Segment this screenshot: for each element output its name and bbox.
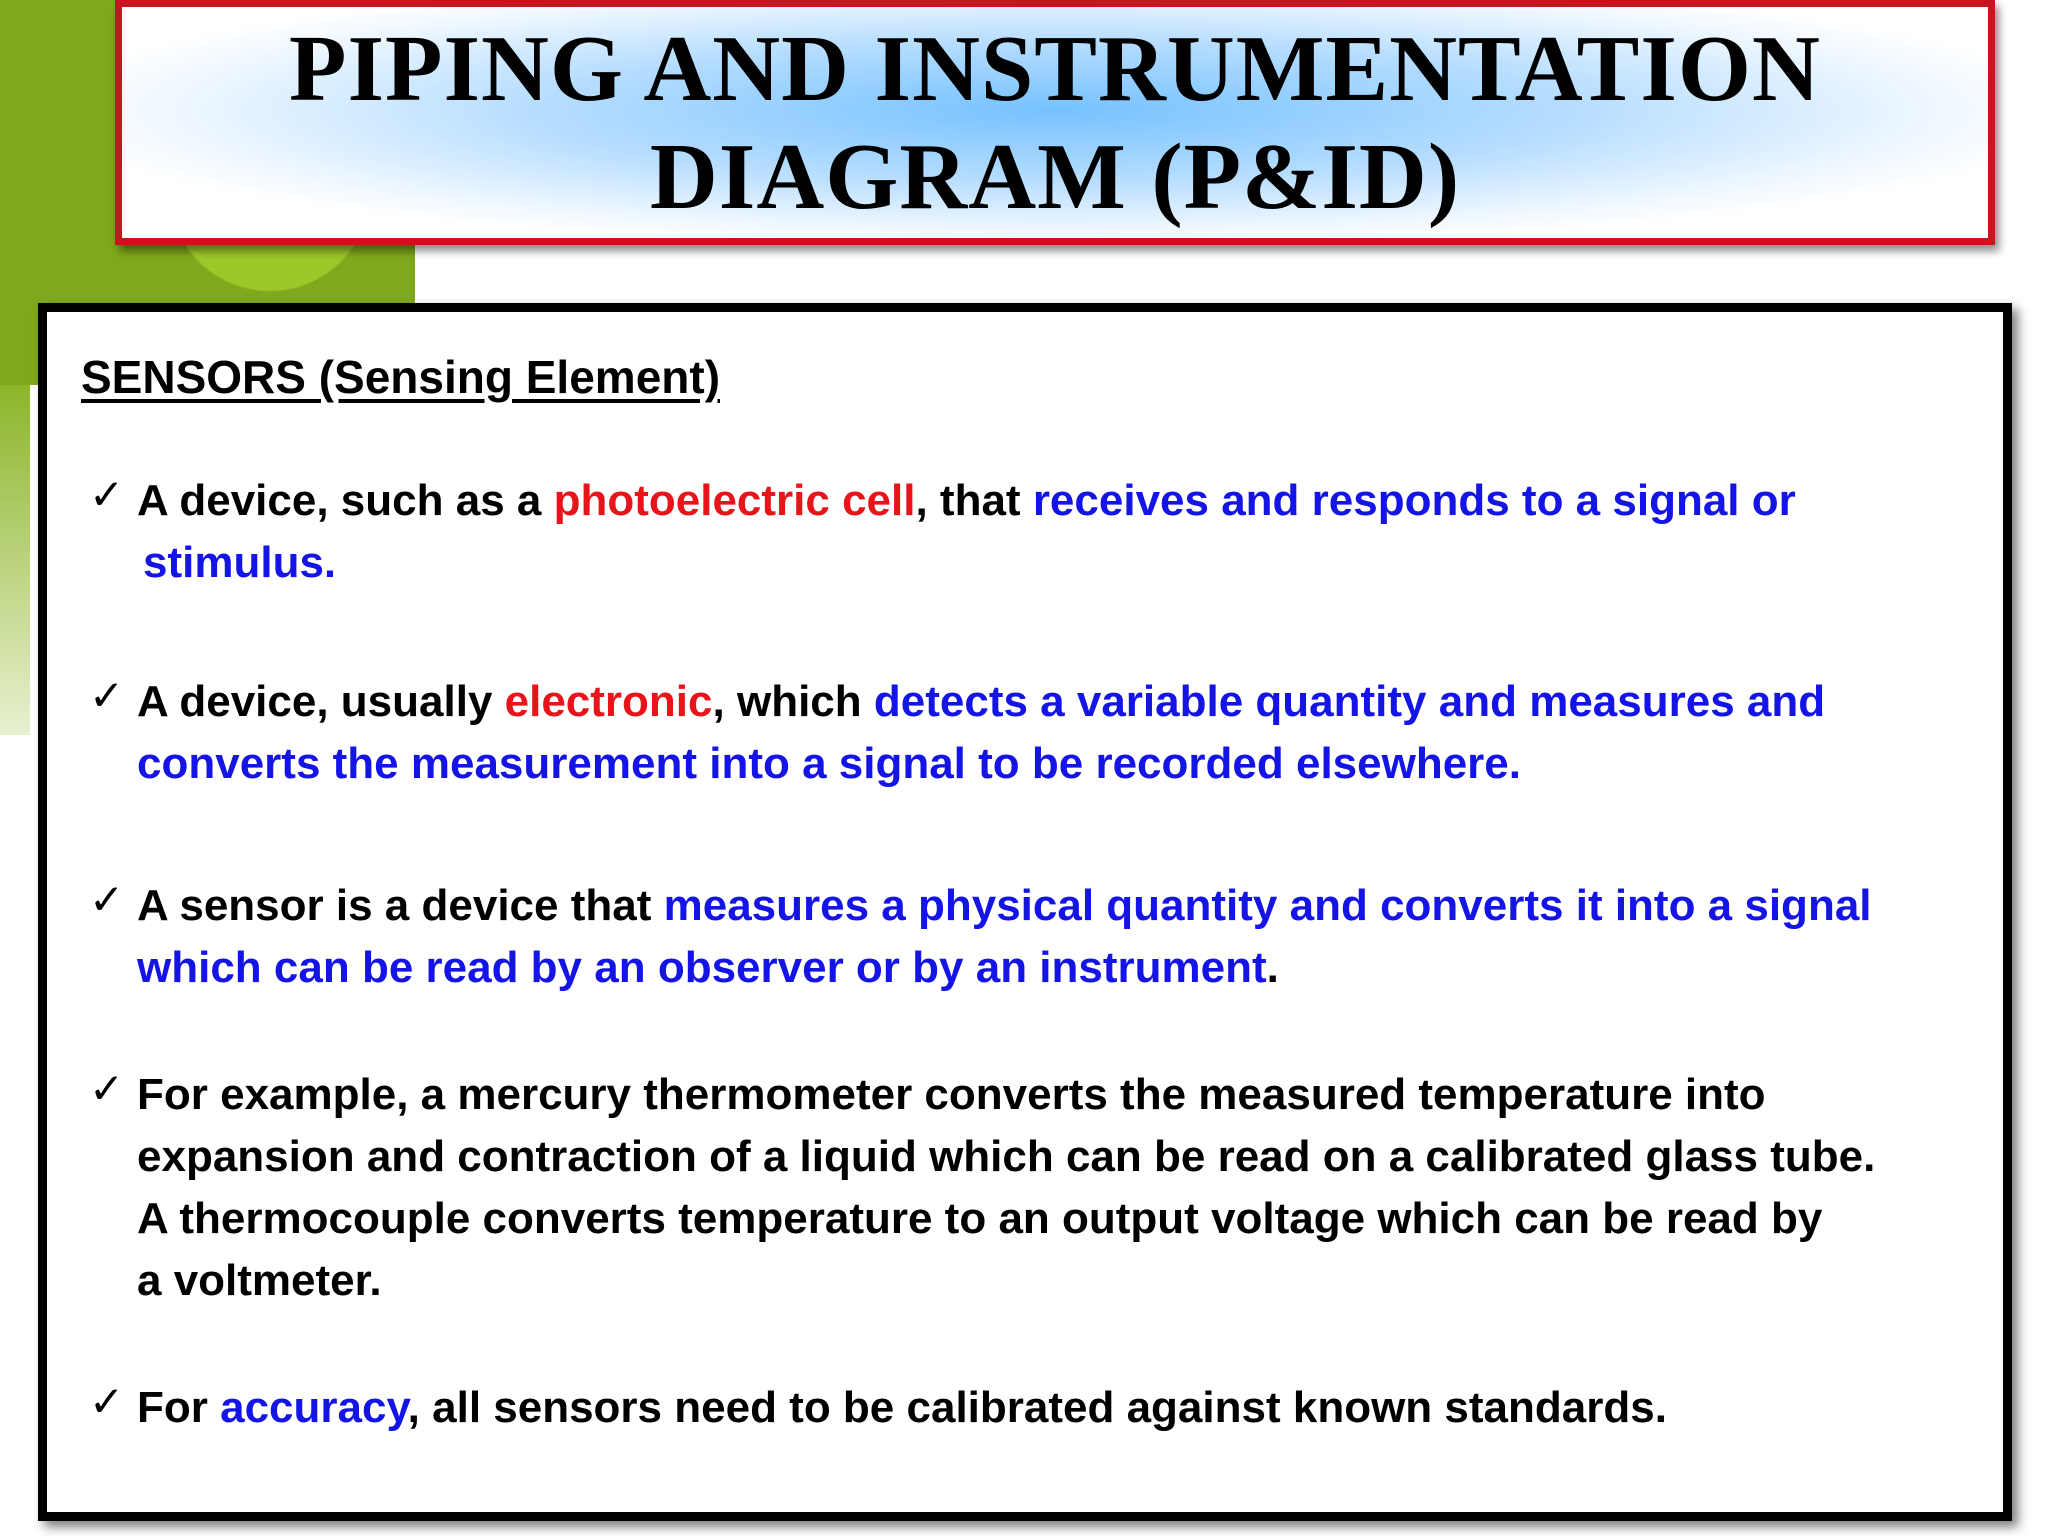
checkmark-icon: ✓ <box>89 470 125 519</box>
bullet-4 <box>89 1064 1969 1312</box>
bullet-line: A device, usually electronic, which detects a variable quantity and measures and <box>137 677 1826 726</box>
bullet-line: For example, a mercury thermometer converts the measured temperature into <box>137 1070 1766 1119</box>
section-heading: SENSORS (Sensing Element) <box>81 351 721 403</box>
bullet-line: stimulus. <box>143 538 337 587</box>
title-line-1: PIPING AND INSTRUMENTATION <box>289 16 1821 121</box>
checkmark-icon: ✓ <box>89 1064 125 1113</box>
checkmark-icon: ✓ <box>89 1377 125 1426</box>
checkmark-icon: ✓ <box>89 671 125 720</box>
bullet-line: A sensor is a device that measures a physical quantity and converts it into a signal <box>137 881 1872 930</box>
bullet-line: A thermocouple converts temperature to an output voltage which can be read by <box>137 1194 1823 1243</box>
bullet-line: which can be read by an observer or by an instrument. <box>137 943 1279 992</box>
bullet-line: converts the measurement into a signal to be recorded elsewhere. <box>137 739 1522 788</box>
bullet-line: expansion and contraction of a liquid which can be read on a calibrated glass tube. <box>137 1132 1876 1181</box>
bullet-3 <box>89 875 1969 999</box>
green-accent-strip <box>0 385 30 735</box>
bullet-2 <box>89 671 1969 795</box>
bullet-line: For accuracy, all sensors need to be calibrated against known standards. <box>137 1383 1667 1432</box>
title-line-2: DIAGRAM (P&ID) <box>649 124 1461 229</box>
checkmark-icon: ✓ <box>89 875 125 924</box>
bullet-line: A device, such as a photoelectric cell, that receives and responds to a signal or <box>137 476 1796 525</box>
bullet-1 <box>89 470 1969 594</box>
bullet-5 <box>89 1377 1969 1439</box>
content-panel <box>38 303 2012 1521</box>
title-banner <box>115 0 1995 245</box>
bullet-line: a voltmeter. <box>137 1256 382 1305</box>
